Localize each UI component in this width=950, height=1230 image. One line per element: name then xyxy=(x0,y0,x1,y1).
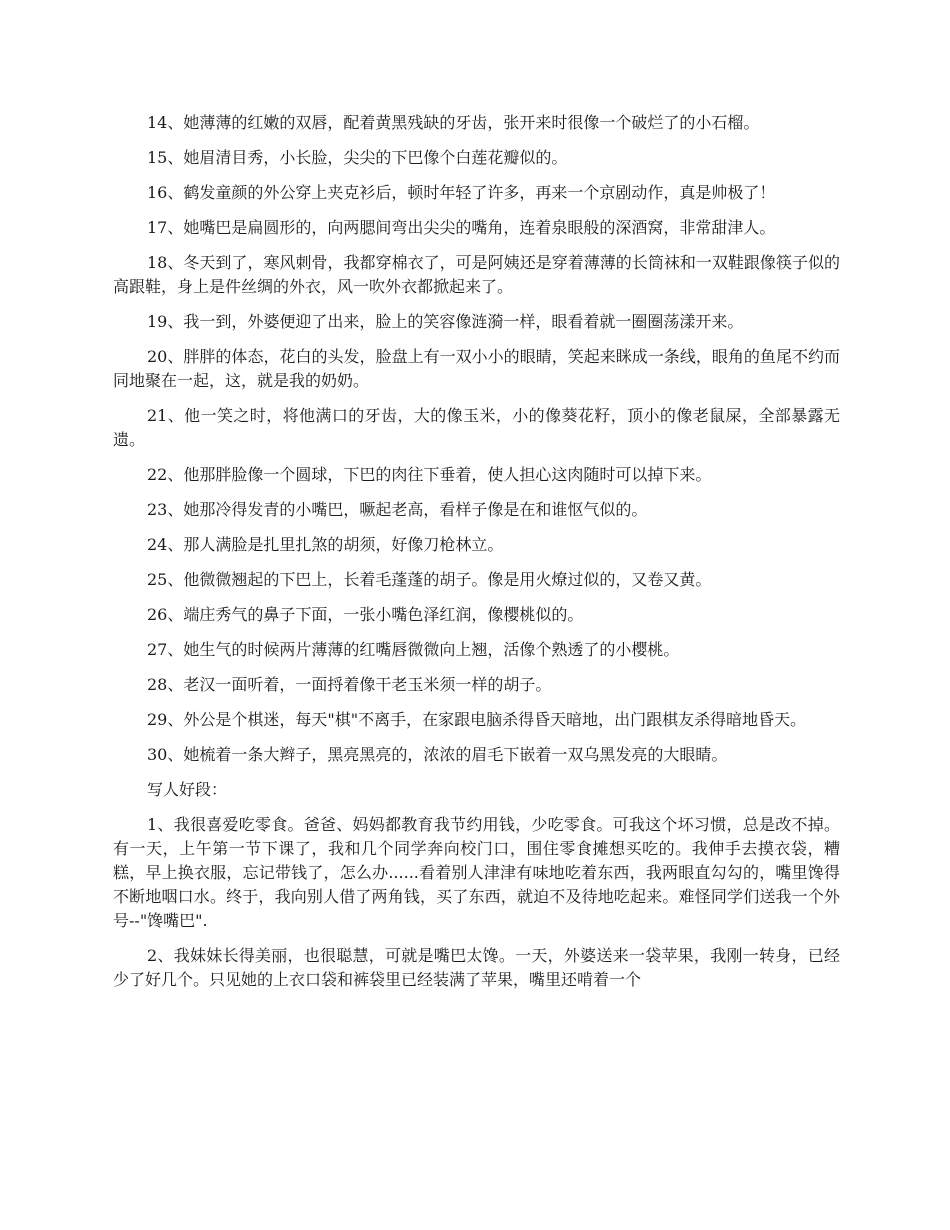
paragraph-30: 30、她梳着一条大辫子，黑亮黑亮的，浓浓的眉毛下嵌着一双乌黑发亮的大眼睛。 xyxy=(147,745,728,764)
good-paragraph-1: 1、我很喜爱吃零食。爸爸、妈妈都教育我节约用钱，少吃零食。可我这个坏习惯，总是改不掉。有一天，上午第一节下课了，我和几个同学奔向校门口，围住零食摊想买吃的。我伸手去摸衣袋，糟糕，早上换衣服，忘记带钱了，怎么办......看着别人津津有味地吃着东西，我两眼直勾勾的，嘴里馋得不断地咽口水。终于，我向别人借了两角钱，买了东西，就迫不及待地吃起来。难怪同学们送我一个外号--"馋嘴巴". xyxy=(113,815,840,930)
paragraph-27: 27、她生气的时候两片薄薄的红嘴唇微微向上翘，活像个熟透了的小樱桃。 xyxy=(147,640,680,659)
paragraph-18: 18、冬天到了，寒风刺骨，我都穿棉衣了，可是阿姨还是穿着薄薄的长筒袜和一双鞋跟像筷子似的高跟鞋，身上是件丝绸的外衣，风一吹外衣都掀起来了。 xyxy=(113,253,840,296)
paragraph-16: 16、鹤发童颜的外公穿上夹克衫后，顿时年轻了许多，再来一个京剧动作，真是帅极了！ xyxy=(147,183,776,202)
paragraph-14: 14、她薄薄的红嫩的双唇，配着黄黑残缺的牙齿，张开来时很像一个破烂了的小石榴。 xyxy=(147,113,760,132)
paragraph-25: 25、他微微翘起的下巴上，长着毛蓬蓬的胡子。像是用火燎过似的，又卷又黄。 xyxy=(147,570,712,589)
paragraph-17: 17、她嘴巴是扁圆形的，向两腮间弯出尖尖的嘴角，连着泉眼般的深酒窝，非常甜津人。 xyxy=(147,218,776,237)
section-heading: 写人好段： xyxy=(147,780,228,799)
paragraph-21: 21、他一笑之时，将他满口的牙齿，大的像玉米，小的像葵花籽，顶小的像老鼠屎，全部暴露无遗。 xyxy=(113,406,840,449)
paragraph-23: 23、她那冷得发青的小嘴巴，噘起老高，看样子像是在和谁怄气似的。 xyxy=(147,500,648,519)
paragraph-26: 26、端庄秀气的鼻子下面，一张小嘴色泽红润，像樱桃似的。 xyxy=(147,605,584,624)
paragraph-28: 28、老汉一面听着，一面捋着像干老玉米须一样的胡子。 xyxy=(147,675,552,694)
paragraph-19: 19、我一到，外婆便迎了出来，脸上的笑容像涟漪一样，眼看着就一圈圈荡漾开来。 xyxy=(147,312,744,331)
paragraph-20: 20、胖胖的体态，花白的头发，脸盘上有一双小小的眼睛，笑起来眯成一条线，眼角的鱼尾不约而同地聚在一起，这，就是我的奶奶。 xyxy=(113,347,840,390)
paragraph-22: 22、他那胖脸像一个圆球，下巴的肉往下垂着，使人担心这肉随时可以掉下来。 xyxy=(147,465,712,484)
good-paragraph-2: 2、我妹妹长得美丽，也很聪慧，可就是嘴巴太馋。一天，外婆送来一袋苹果，我刚一转身，已经少了好几个。只见她的上衣口袋和裤袋里已经装满了苹果，嘴里还啃着一个 xyxy=(113,946,840,989)
document-page xyxy=(113,111,840,1003)
paragraph-15: 15、她眉清目秀，小长脸，尖尖的下巴像个白莲花瓣似的。 xyxy=(147,148,568,167)
paragraph-24: 24、那人满脸是扎里扎煞的胡须，好像刀枪林立。 xyxy=(147,535,504,554)
paragraph-29: 29、外公是个棋迷，每天"棋"不离手，在家跟电脑杀得昏天暗地，出门跟棋友杀得暗地昏天。 xyxy=(147,710,807,729)
